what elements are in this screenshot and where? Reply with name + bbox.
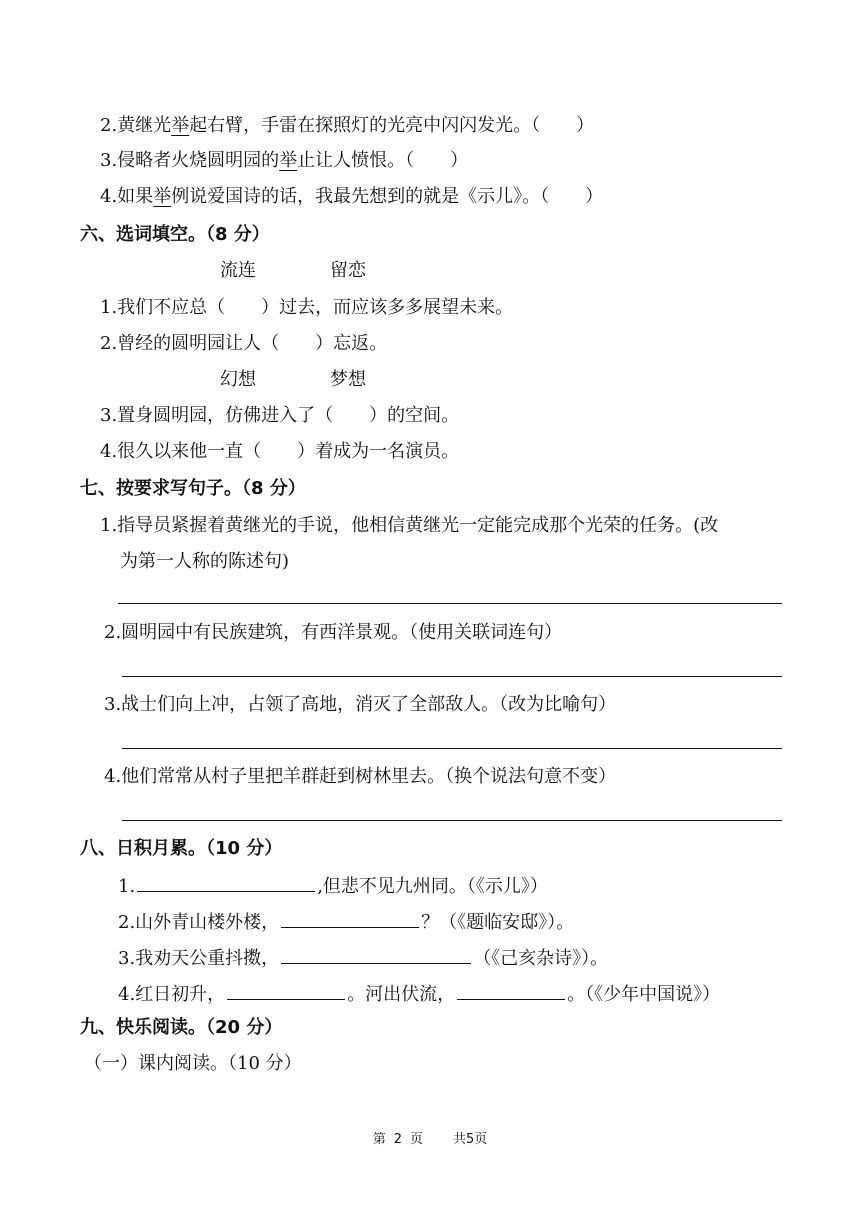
marked-character: 举 — [153, 186, 172, 207]
page-total: 共5页 — [453, 1132, 488, 1147]
page-label: 第 — [372, 1132, 386, 1147]
question-text: 止让人愤恨。（ ） — [297, 150, 469, 171]
answer-line[interactable] — [122, 748, 782, 749]
page-number: 2 — [393, 1132, 402, 1147]
answer-line[interactable] — [118, 603, 782, 604]
question-text: ？（《题临安邸》）。 — [421, 912, 575, 933]
page-footer — [0, 1128, 860, 1147]
question-5-3 — [100, 149, 468, 173]
marked-character: 举 — [171, 115, 190, 136]
answer-line[interactable] — [122, 820, 782, 821]
fill-blank[interactable] — [137, 873, 315, 892]
question-7-2: 2.圆明园中有民族建筑，有西洋景观。（使用关联词连句） — [104, 622, 563, 643]
fill-blank[interactable] — [281, 945, 471, 964]
question-6-3: 3.置身圆明园，仿佛进入了（ ）的空间。 — [100, 405, 460, 426]
question-8-4 — [118, 981, 720, 1007]
question-6-1: 1.我们不应总（ ）过去，而应该多多展望未来。 — [100, 297, 514, 318]
section-9-heading: 九、快乐阅读。（20 分） — [80, 1017, 283, 1038]
fill-blank[interactable] — [457, 981, 565, 1000]
question-text: 。（《少年中国说》） — [567, 984, 721, 1005]
subsection-heading: （一）课内阅读。（10 分） — [84, 1053, 302, 1074]
question-text: 4.红日初升， — [118, 984, 226, 1005]
word-option: 梦想 — [330, 369, 366, 390]
question-8-2 — [118, 909, 574, 935]
question-6-2: 2.曾经的圆明园让人（ ）忘返。 — [100, 333, 388, 354]
question-number: 1. — [118, 876, 136, 897]
question-text: 例说爱国诗的话，我最先想到的就是《示儿》。（ ） — [171, 186, 604, 207]
question-7-1-line-1: 1.指导员紧握着黄继光的手说，他相信黄继光一定能完成那个光荣的任务。(改 — [100, 515, 719, 536]
page-unit: 页 — [410, 1132, 424, 1147]
question-text: 起右臂，手雷在探照灯的光亮中闪闪发光。（ ） — [189, 115, 595, 136]
question-7-1-line-2: 为第一人称的陈述句) — [120, 551, 290, 572]
word-choice-row-1 — [220, 259, 366, 283]
word-option: 留恋 — [330, 260, 366, 281]
fill-blank[interactable] — [227, 981, 345, 1000]
question-text: 3.我劝天公重抖擞， — [118, 948, 280, 969]
question-text: （《己亥杂诗》）。 — [473, 948, 609, 969]
question-7-3: 3.战士们向上冲，占领了高地，消灭了全部敌人。（改为比喻句） — [104, 694, 617, 715]
question-5-4 — [100, 185, 603, 209]
question-5-2 — [100, 114, 594, 138]
word-option: 流连 — [220, 260, 256, 281]
question-text: 4.如果 — [100, 186, 154, 207]
word-choice-row-2 — [220, 368, 366, 392]
question-text: 2.山外青山楼外楼， — [118, 912, 280, 933]
question-text: 。河出伏流， — [347, 984, 456, 1005]
question-6-4: 4.很久以来他一直（ ）着成为一名演员。 — [100, 441, 460, 462]
question-text: 2.黄继光 — [100, 115, 172, 136]
section-8-heading: 八、日积月累。（10 分） — [80, 838, 283, 859]
question-8-1 — [118, 873, 548, 899]
answer-line[interactable] — [122, 676, 782, 677]
question-8-3 — [118, 945, 608, 971]
question-7-4: 4.他们常常从村子里把羊群赶到树林里去。（换个说法句意不变） — [104, 766, 617, 787]
marked-character: 举 — [279, 150, 298, 171]
fill-blank[interactable] — [281, 909, 419, 928]
question-text: 3.侵略者火烧圆明园的 — [100, 150, 280, 171]
question-text: ,但悲不见九州同。（《示儿》） — [317, 876, 548, 897]
section-7-heading: 七、按要求写句子。（8 分） — [80, 478, 306, 499]
word-option: 幻想 — [220, 369, 256, 390]
section-6-heading: 六、选词填空。（8 分） — [80, 224, 270, 245]
